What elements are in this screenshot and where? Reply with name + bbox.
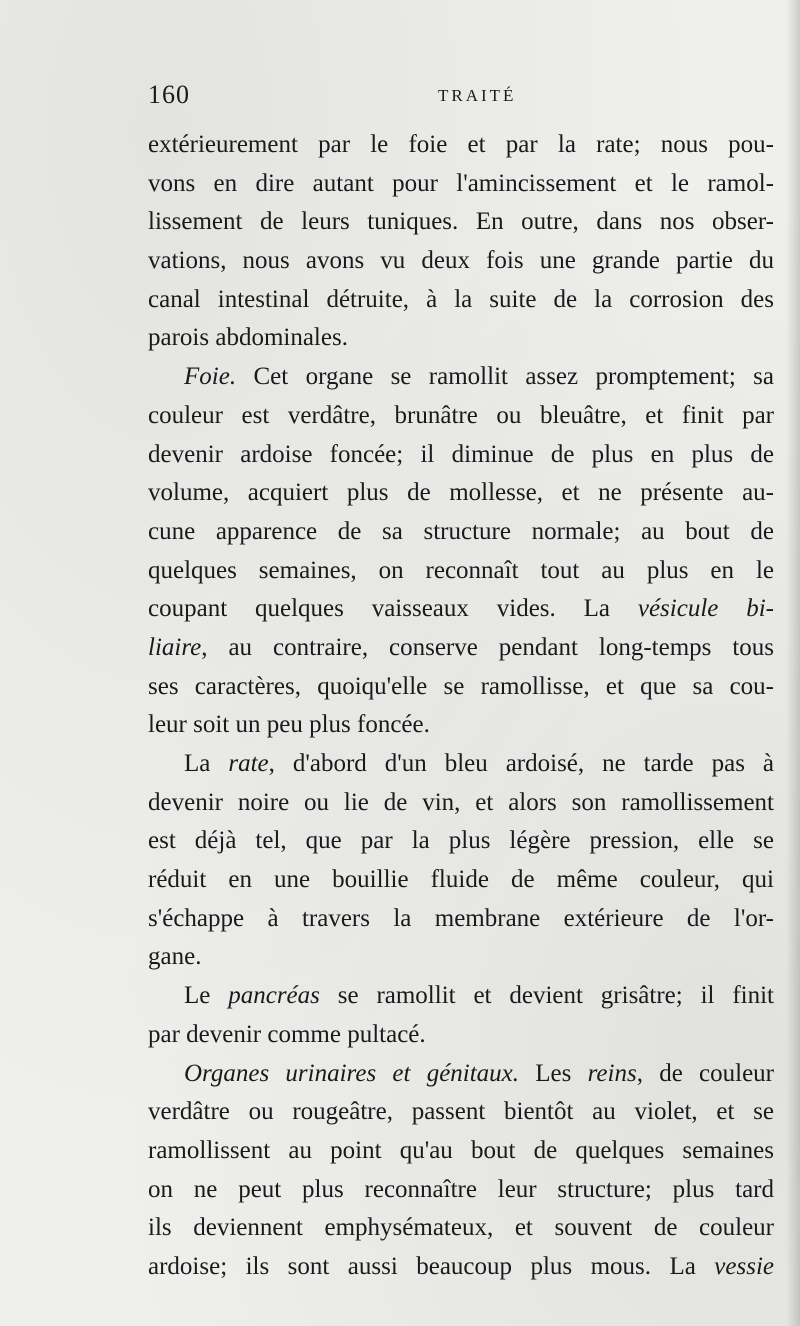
text-line [148, 203, 774, 242]
line-text: ramollissent au point qu'au bout de quelques semaines [148, 1136, 774, 1164]
line-text: s'échappe à travers la membrane extérieure de l'or- [148, 904, 774, 932]
text-line [148, 397, 774, 436]
text-line [148, 900, 774, 939]
line-text: extérieurement par le foie et par la rate; nous pou- [148, 131, 774, 158]
line-text: couleur est verdâtre, brunâtre ou bleuâtre, et finit par [148, 401, 774, 429]
line-text: La [184, 750, 229, 777]
text-line [148, 1248, 774, 1287]
italic-text: Organes urinaires et génitaux. [184, 1059, 520, 1087]
text-line [148, 861, 774, 900]
text-line [148, 1016, 774, 1055]
line-text: devenir noire ou lie de vin, et alors son ramollissement [148, 788, 774, 816]
text-line [148, 1132, 774, 1171]
line-text: est déjà tel, que par la plus légère pression, elle se [148, 827, 774, 855]
text-line [148, 1209, 774, 1248]
text-line [148, 784, 774, 823]
line-text: Le [184, 982, 229, 1010]
line-text: ardoise; ils sont aussi beaucoup plus mous. La [148, 1252, 715, 1280]
page-number: 160 [148, 80, 190, 109]
body-text [148, 126, 774, 1287]
line-text: verdâtre ou rougeâtre, passent bientôt au violet, et se [148, 1098, 774, 1126]
text-line [148, 977, 774, 1016]
line-text: , de couleur [636, 1059, 774, 1087]
text-line [148, 358, 774, 397]
line-text: Les [519, 1059, 588, 1087]
text-line [148, 938, 774, 977]
italic-text: pancréas [228, 982, 320, 1010]
line-text: parois abdominales. [148, 324, 348, 352]
line-text: on ne peut plus reconnaître leur structure; plus tard [148, 1175, 774, 1203]
line-text: réduit en une bouillie fluide de même couleur, qui [148, 866, 774, 894]
text-line [148, 474, 774, 513]
italic-text: vésicule bi- [637, 595, 774, 623]
text-line [148, 281, 774, 320]
italic-text: Foie. [184, 363, 237, 391]
line-text: , au contraire, conserve pendant long-temps tous [201, 633, 774, 661]
line-text: gane. [148, 943, 202, 971]
running-title: TRAITÉ [438, 86, 517, 105]
italic-text: rate [228, 750, 269, 777]
italic-text: vessie [714, 1252, 774, 1280]
line-text: Cet organe se ramollit assez promptement; sa [236, 363, 774, 391]
italic-text: liaire [148, 633, 202, 661]
text-line [148, 552, 774, 591]
text-line [148, 126, 774, 165]
line-text: cune apparence de sa structure normale; au bout de [148, 517, 774, 545]
line-text: ses caractères, quoiqu'elle se ramollisse, et que sa cou- [148, 672, 774, 700]
text-line [148, 668, 774, 707]
text-line [148, 165, 774, 204]
text-line [148, 319, 774, 358]
page-header [148, 80, 774, 114]
line-text: par devenir comme pultacé. [148, 1020, 426, 1048]
line-text: , d'abord d'un bleu ardoisé, ne tarde pas à [268, 750, 774, 777]
text-line [148, 1055, 774, 1094]
line-text: se ramollit et devient grisâtre; il finit [319, 982, 774, 1010]
text-line [148, 822, 774, 861]
line-text: devenir ardoise foncée; il diminue de plus en plus de [148, 440, 774, 468]
text-line [148, 436, 774, 475]
text-line [148, 242, 774, 281]
line-text: coupant quelques vaisseaux vides. La [148, 595, 638, 623]
line-text: vons en dire autant pour l'amincissement et le ramol- [148, 169, 774, 197]
line-text: quelques semaines, on reconnaît tout au plus en le [148, 556, 774, 584]
text-line [148, 1171, 774, 1210]
text-line [148, 629, 774, 668]
text-line [148, 513, 774, 552]
page-edge-shadow [786, 0, 800, 1326]
text-line [148, 745, 774, 784]
text-line [148, 706, 774, 745]
text-line [148, 590, 774, 629]
line-text: volume, acquiert plus de mollesse, et ne présente au- [148, 479, 774, 507]
text-line [148, 1093, 774, 1132]
line-text: vations, nous avons vu deux fois une grande partie du [148, 247, 774, 275]
line-text: canal intestinal détruite, à la suite de la corrosion des [148, 285, 774, 313]
line-text: ils deviennent emphysémateux, et souvent de couleur [148, 1214, 774, 1242]
line-text: leur soit un peu plus foncée. [148, 711, 430, 739]
italic-text: reins [587, 1059, 637, 1087]
line-text: lissement de leurs tuniques. En outre, dans nos obser- [148, 208, 774, 236]
